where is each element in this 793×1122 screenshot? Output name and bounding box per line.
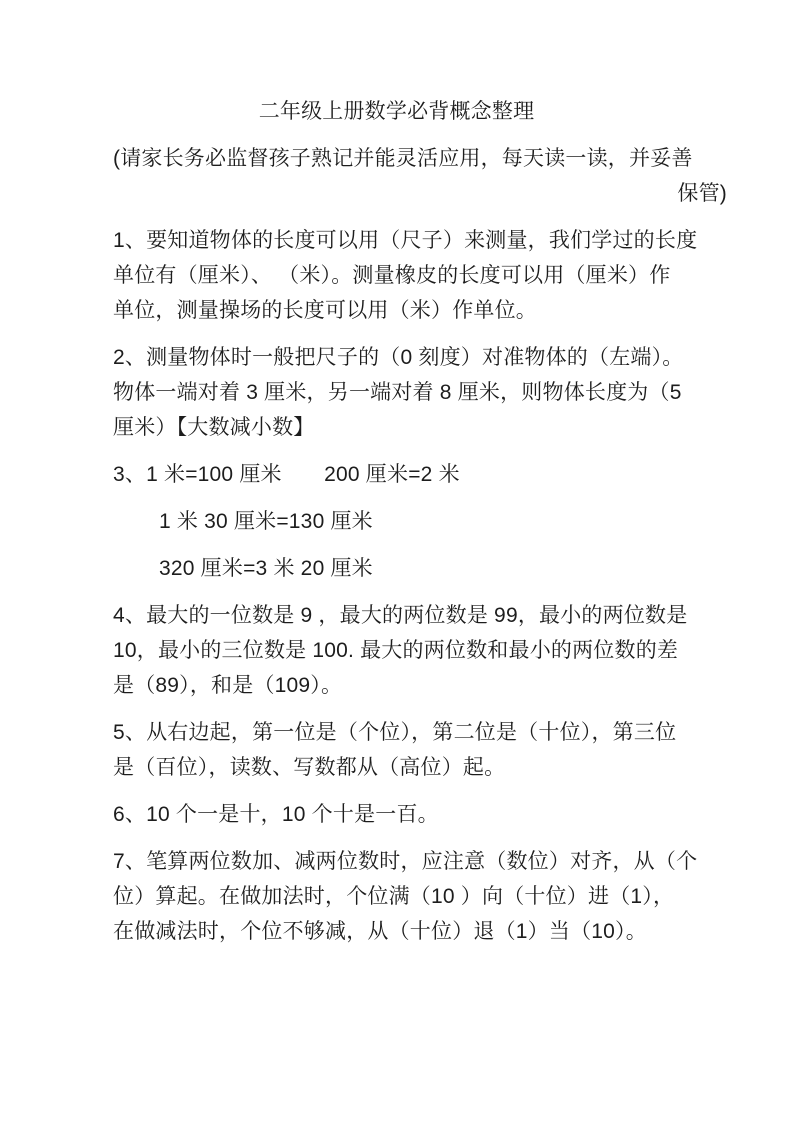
paragraph-4	[113, 504, 727, 539]
text-line: 4、最大的一位数是 9 ，最大的两位数是 99，最小的两位数是	[113, 604, 688, 627]
text-line: 位）算起。在做加法时，个位满（10 ）向（十位）进（1），	[113, 885, 675, 908]
paragraph-list	[113, 223, 727, 949]
paragraph-8	[113, 797, 727, 832]
paragraph-7	[113, 715, 727, 785]
text-line: 7、笔算两位数加、减两位数时，应注意（数位）对齐，从（个	[113, 850, 698, 873]
text-line: 物体一端对着 3 厘米，另一端对着 8 厘米，则物体长度为（5	[113, 381, 682, 404]
text-line: 在做减法时，个位不够减，从（十位）退（1）当（10）。	[113, 920, 647, 943]
paragraph-2	[113, 340, 727, 445]
text-line: 是（百位），读数、写数都从（高位）起。	[113, 756, 506, 779]
text-line: 5、从右边起，第一位是（个位），第二位是（十位），第三位	[113, 721, 677, 744]
paragraph-9	[113, 844, 727, 949]
paragraph-1	[113, 223, 727, 328]
text-line: 单位有（厘米）、 （米）。测量橡皮的长度可以用（厘米）作	[113, 264, 671, 287]
text-line: 2、测量物体时一般把尺子的（0 刻度）对准物体的（左端）。	[113, 346, 684, 369]
paragraph-6	[113, 598, 727, 703]
parent-note	[113, 141, 727, 211]
paragraph-3	[113, 457, 727, 492]
text-line: 1、要知道物体的长度可以用（尺子）来测量，我们学过的长度	[113, 229, 698, 252]
parent-note-line-1: (请家长务必监督孩子熟记并能灵活应用，每天读一读，并妥善	[113, 147, 693, 170]
text-line: 10，最小的三位数是 100. 最大的两位数和最小的两位数的差	[113, 639, 679, 662]
text-line: 1 米 30 厘米=130 厘米	[159, 510, 373, 533]
document-content	[113, 94, 727, 949]
paragraph-5	[113, 551, 727, 586]
text-line: 单位，测量操场的长度可以用（米）作单位。	[113, 299, 537, 322]
text-line: 6、10 个一是十，10 个十是一百。	[113, 803, 439, 826]
text-line: 3、1 米=100 厘米 200 厘米=2 米	[113, 463, 460, 486]
parent-note-line-2: 保管)	[677, 182, 727, 205]
text-line: 厘米）【大数减小数】	[113, 416, 315, 439]
page-title: 二年级上册数学必背概念整理	[258, 100, 535, 123]
text-line: 是（89），和是（109）。	[113, 674, 343, 697]
text-line: 320 厘米=3 米 20 厘米	[159, 557, 373, 580]
